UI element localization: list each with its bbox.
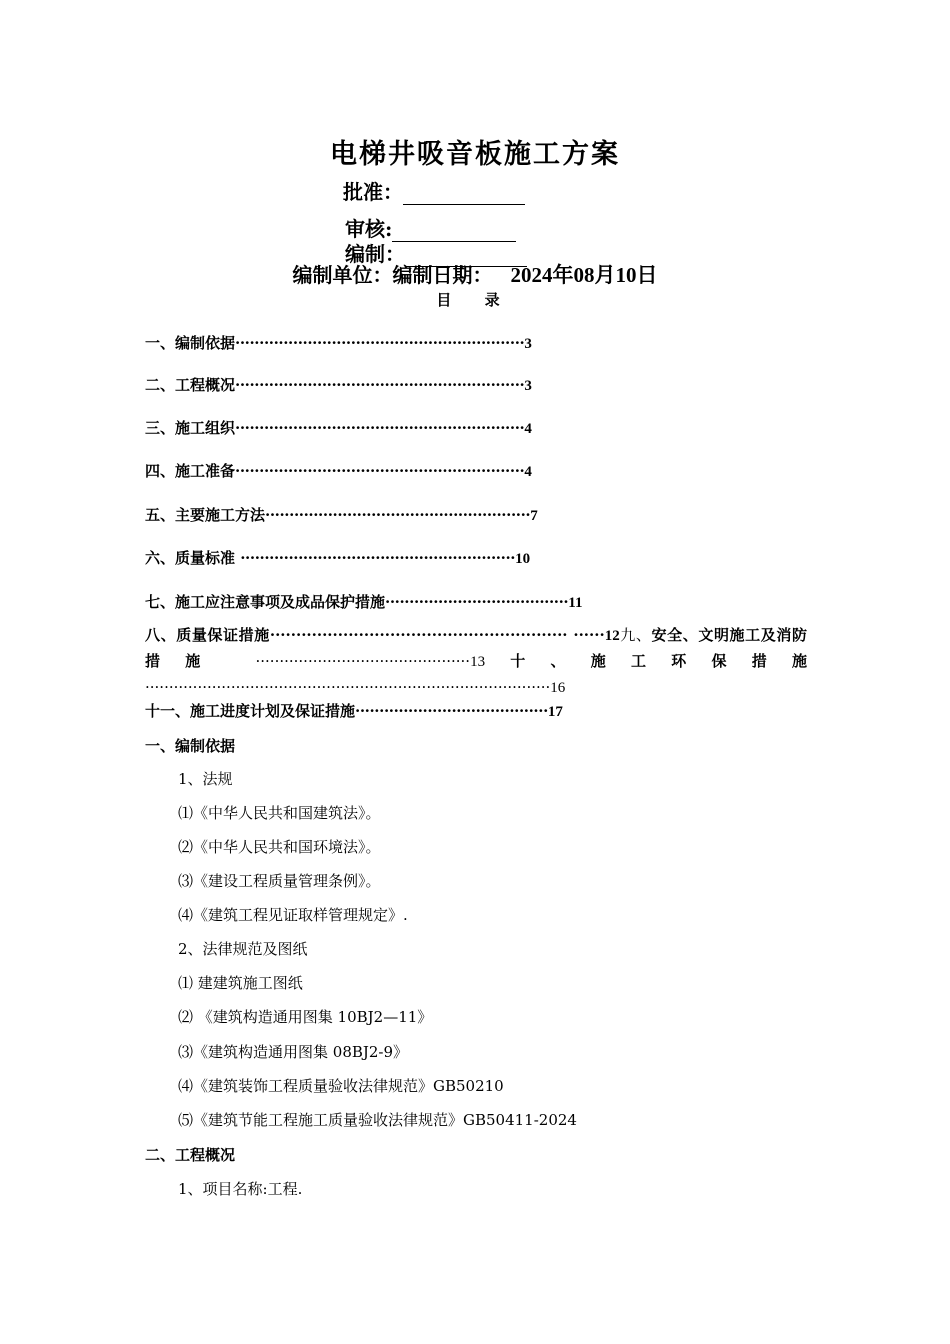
list-item: ⑵《中华人民共和国环境法》。: [178, 838, 381, 856]
list-item: ⑶《建设工程质量管理条例》。: [178, 872, 381, 890]
toc-wrapped-paragraph: 八、质量保证措施························································· ······12九、安全、文明施工及消防措施 ·············································13十、施工环保措施 ·····················································································16: [145, 626, 807, 696]
list-item: ⑸《建筑节能工程施工质量验收法律规范》GB50411-2024: [178, 1111, 577, 1129]
toc-item-10-label[interactable]: 十、施工环保措施: [485, 652, 807, 670]
toc-item[interactable]: 六、质量标准 ·························································10: [145, 549, 531, 567]
unit-date-label: 编制单位：编制日期：: [292, 263, 493, 287]
list-item: ⑷《建筑装饰工程质量验收法律规范》GB50210: [178, 1077, 504, 1095]
approve-blank: [403, 184, 525, 205]
section-2-heading: 二、工程概况: [145, 1146, 236, 1164]
list-item: ⑷《建筑工程见证取样管理规定》.: [178, 906, 408, 924]
list-item: ⑶《建筑构造通用图集 08BJ2-9》: [178, 1043, 409, 1061]
toc-item-8-label[interactable]: 八、质量保证措施: [145, 626, 270, 644]
section-1-sub-2: 2、法律规范及图纸: [178, 940, 308, 958]
toc-item[interactable]: 十一、施工进度计划及保证措施········································17: [145, 702, 563, 720]
approve-label: 批准：: [343, 180, 403, 204]
toc-item[interactable]: 三、施工组织····························································4: [145, 419, 532, 437]
list-item: ⑴《中华人民共和国建筑法》。: [178, 804, 381, 822]
toc-heading: 目 录: [436, 291, 514, 309]
toc-item[interactable]: 五、主要施工方法·······················································7: [145, 506, 538, 524]
toc-item[interactable]: 一、编制依据····························································3: [145, 334, 532, 352]
toc-item[interactable]: 七、施工应注意事项及成品保护措施······································11: [145, 593, 583, 611]
document-title: 电梯井吸音板施工方案: [330, 139, 620, 170]
compile-label: 编制：: [345, 242, 405, 266]
section-2-item-1: 1、项目名称:工程.: [178, 1180, 303, 1198]
toc-item[interactable]: 二、工程概况····························································3: [145, 376, 532, 394]
list-item: ⑴ 建建筑施工图纸: [178, 974, 303, 992]
review-label: 审核:: [345, 217, 393, 241]
compile-date: 2024年08月10日: [510, 263, 658, 287]
unit-date-line: [0, 259, 950, 289]
section-1-sub-1: 1、法规: [178, 770, 233, 788]
toc-item[interactable]: 四、施工准备····························································4: [145, 462, 532, 480]
approve-line: [343, 176, 525, 205]
list-item: ⑵ 《建筑构造通用图集 10BJ2—11》: [178, 1008, 433, 1026]
toc-item-9-label[interactable]: 安全、文明施工及消防措施: [145, 626, 807, 670]
section-1-heading: 一、编制依据: [145, 737, 236, 755]
